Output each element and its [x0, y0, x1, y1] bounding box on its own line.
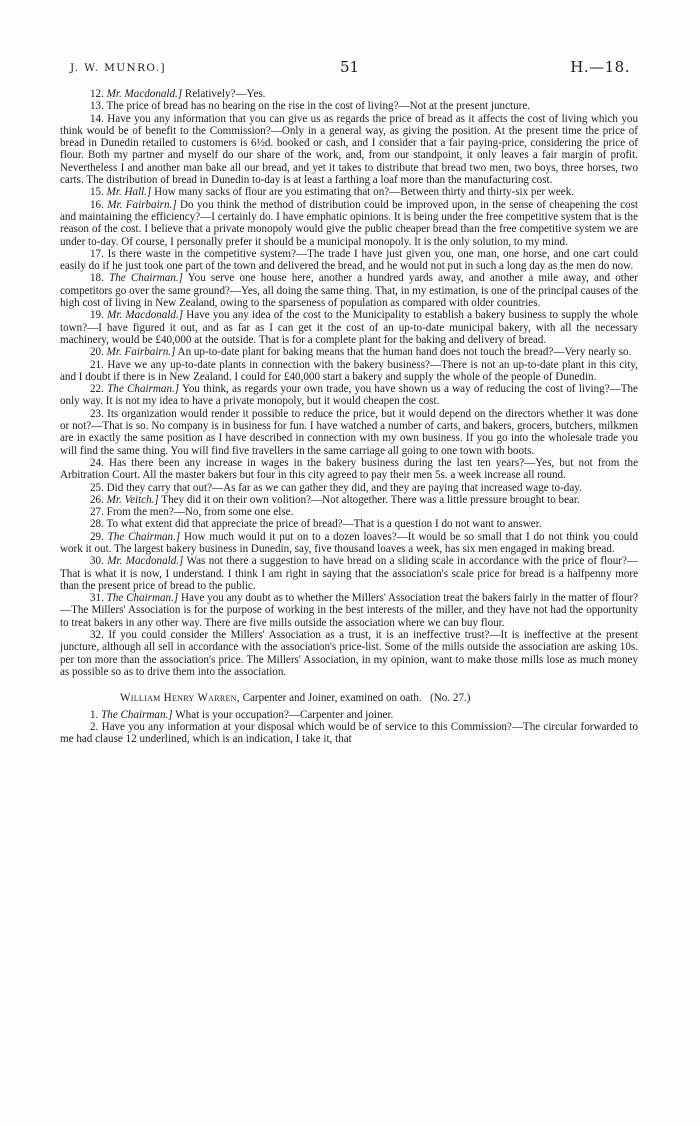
testimony-paragraph — [60, 709, 638, 721]
paragraph-text: Was not there a suggestion to have bread on a sliding scale in accordance with the price of flour?—That is what it is now, I understand. I think I am right in saying that the association's scale price for bread is a halfpenny more than the present price of bread to the public. — [60, 555, 638, 592]
testimony-paragraph — [60, 592, 638, 629]
question-number: 31. — [90, 592, 104, 605]
testimony-paragraph — [60, 88, 638, 100]
paragraph-text: What is your occupation?—Carpenter and joiner. — [172, 708, 394, 721]
paragraph-text: Has there been any increase in wages in the bakery business during the last ten years?—Yes, but not from the Arbitration Court. All the master bakers but four in this city agreed to pay their men 5s. a week increase all round. — [60, 456, 638, 482]
witness-question-list — [60, 709, 638, 746]
question-number: 2. — [90, 720, 99, 733]
question-number: 12. — [90, 88, 104, 100]
question-number: 14. — [90, 112, 104, 125]
testimony-paragraph — [60, 248, 638, 273]
question-number: 20. — [90, 346, 104, 359]
testimony-paragraph — [60, 408, 638, 457]
testimony-paragraph — [60, 494, 638, 506]
question-number: 24. — [90, 456, 104, 469]
speaker-name: Mr. Macdonald.] — [107, 309, 184, 322]
witness-description: Carpenter and Joiner, examined on oath. — [239, 692, 422, 705]
testimony-paragraph — [60, 113, 638, 187]
paragraph-text: You serve one house here, another a hundred yards away, and another a mile away, and other competitors go over the same ground?—Yes, all doing the same thing. That, in my estimation, is one of the principal causes of the high cost of living in New Zealand, owing to the sparseness of population as compared with older countries. — [60, 272, 639, 310]
testimony-paragraph — [60, 346, 638, 358]
paragraph-text: You think, as regards your own trade, you have shown us a way of reducing the cost of living?—The only way. It is not my idea to have a private monopoly, but it would cheapen the cost. — [60, 383, 638, 408]
document-reference: H.—18. — [570, 58, 630, 76]
paragraph-text: To what extent did that appreciate the price of bread?—That is a question I do not want to answer. — [103, 518, 542, 531]
question-number: 25. — [90, 481, 104, 494]
question-number: 17. — [90, 247, 104, 260]
witness-number: (No. 27.) — [430, 692, 471, 705]
witness-heading — [60, 692, 638, 704]
paragraph-text: An up-to-date plant for baking means that the human hand does not touch the bread?—Very nearly so. — [175, 346, 632, 359]
question-number: 16. — [90, 198, 104, 211]
paragraph-text: Its organization would render it possible to reduce the price, but it would depend on the directors whether it was done or not?—That is so. No company is in business for fun. I have watched a number of carts, and bakers, grocers, butchers, milkmen are in exactly the same position as I have described in connection with my own business. If you go into the wholesale trade you will find the same thing. You will find five travellers in the same carriage all going to one town with boots. — [60, 407, 638, 457]
testimony-paragraph — [60, 482, 638, 494]
paragraph-text: The price of bread has no bearing on the rise in the cost of living?—Not at the present juncture. — [103, 100, 531, 113]
paragraph-text: Have we any up-to-date plants in connection with the bakery business?—There is not an up-to-date plant in this city, and I doubt if there is in New Zealand. I could for £40,000 start a bakery and supply the whole of the people of Dunedin. — [60, 358, 638, 383]
testimony-paragraph — [60, 383, 638, 408]
paragraph-text: How much would it put on to a dozen loaves?—It would be so small that I do not think you could work it out. The largest bakery business in Dunedin, say, five thousand loaves a week, has six men engaged in making bread. — [60, 530, 638, 555]
question-number: 32. — [90, 629, 104, 642]
testimony-paragraph — [60, 100, 638, 112]
paragraph-text: Have you any information at your disposal which would be of service to this Commission?—The circular forwarded to me had clause 12 underlined, which is an indication, I take it, that — [60, 720, 638, 746]
speaker-name: The Chairman.] — [107, 383, 180, 396]
paragraph-text: Have you any doubt as to whether the Millers' Association treat the bakers fairly in the matter of flour?—The Millers' Association is for the purpose of working in the best interests of the miller, and they have not had the opportunity to treat bakers in any other way. There are five mills outside the association where we can buy flour. — [60, 592, 638, 629]
question-number: 29. — [90, 530, 104, 543]
paragraph-text: They did it on their own volition?—Not altogether. There was a little pressure brought to bear. — [158, 493, 580, 506]
testimony-paragraph — [60, 186, 638, 198]
speaker-name: Mr. Macdonald.] — [106, 88, 183, 100]
testimony-paragraph — [60, 531, 638, 556]
question-number: 23. — [90, 407, 104, 420]
testimony-paragraph — [60, 629, 638, 678]
speaker-name: The Chairman.] — [106, 592, 179, 605]
paragraph-text: Did they carry that out?—As far as we can gather they did, and they are paying that increased wage to-day. — [103, 481, 582, 494]
question-number: 21. — [90, 358, 104, 371]
paragraph-text: Have you any information that you can give us as regards the price of bread as it affects the cost of living which you think would be of benefit to the Commission?—Only in a general way, as giving the position. At the present time the price of bread in Dunedin retailed to customers is 6½d. booked or cash, and I consider that a fair paying-price, considering the price of flour. Both my partner and myself do our share of the work, and, from our standpoint, it only leaves a fair margin of profit. Nevertheless I and another man bake all our bread, and yet it takes to distribute that bread two men, two boys, three horses, two carts. The distribution of bread in Dunedin to-day is at least a farthing a loaf more than the manufacturing cost. — [60, 112, 638, 187]
testimony-paragraph — [60, 272, 638, 309]
testimony-body — [60, 88, 638, 745]
page-number: 51 — [340, 58, 360, 76]
question-number: 1. — [90, 708, 99, 721]
paragraph-text: How many sacks of flour are you estimating that on?—Between thirty and thirty-six per week. — [151, 186, 575, 199]
question-number: 19. — [90, 309, 104, 322]
testimony-paragraph — [60, 518, 638, 530]
page-header — [70, 58, 630, 80]
testimony-paragraph — [60, 199, 638, 248]
speaker-name: Mr. Fairbairn.] — [106, 346, 176, 359]
testimony-paragraph — [60, 359, 638, 384]
paragraph-text: Do you think the method of distribution could be improved upon, in the sense of cheapening the cost and maintaining the efficiency?—I certainly do. I have emphatic opinions. It is being under the free competitive system that is the reason of the cost. I believe that a private monopoly would give the public cheaper bread than the free competitive system we are under to-day. Of course, I personally prefer it should be a municipal monopoly. It is the only solution, to my mind. — [60, 198, 638, 248]
question-answer-list — [60, 88, 638, 678]
testimony-paragraph — [60, 457, 638, 482]
testimony-paragraph — [60, 309, 638, 346]
question-number: 18. — [90, 272, 104, 285]
testimony-paragraph — [60, 721, 638, 746]
speaker-name: Mr. Veitch.] — [106, 493, 159, 506]
speaker-name: Mr. Hall.] — [106, 186, 152, 199]
paragraph-text: Relatively?—Yes. — [182, 88, 266, 100]
question-number: 27. — [90, 506, 104, 519]
testimony-paragraph — [60, 555, 638, 592]
question-number: 22. — [90, 383, 104, 396]
question-number: 13. — [90, 100, 104, 113]
paragraph-text: Is there waste in the competitive system?—The trade I have just given you, one man, one horse, and one cart could easily do if he just took one part of the town and delivered the bread, and he would not put in such a long day as the men do now. — [60, 247, 638, 273]
question-number: 30. — [90, 555, 104, 568]
question-number: 28. — [90, 518, 104, 531]
speaker-name: Mr. Fairbairn.] — [107, 198, 177, 211]
speaker-name: The Chairman.] — [109, 272, 183, 285]
paragraph-text: If you could consider the Millers' Association as a trust, it is an ineffective trust?—It is ineffective at the present juncture, although all sell in accordance with the association's price-list. Some of the mills outside the association are asking 10s. per ton more than the association's price. The Millers' Association, in my opinion, want to make those mills lose as much money as possible so as to drive them into the association. — [60, 629, 638, 678]
speaker-name: The Chairman.] — [107, 530, 181, 543]
witness-name: William Henry Warren, — [120, 692, 240, 705]
question-number: 15. — [90, 186, 104, 199]
paragraph-text: From the men?—No, from some one else. — [103, 506, 294, 519]
testimony-paragraph — [60, 506, 638, 518]
speaker-name: The Chairman.] — [101, 708, 173, 721]
speaker-name: Mr. Macdonald.] — [107, 555, 184, 568]
paragraph-text: Have you any idea of the cost to the Municipality to establish a bakery business to supply the whole town?—I have figured it out, and as far as I can get it the cost of an up-to-date municipal bakery, with all the necessary machinery, would be £40,000 at the outside. That is for a complete plant for the baking and delivery of bread. — [60, 309, 639, 346]
question-number: 26. — [90, 493, 104, 506]
header-witness-name: J. W. MUNRO.] — [70, 62, 167, 74]
